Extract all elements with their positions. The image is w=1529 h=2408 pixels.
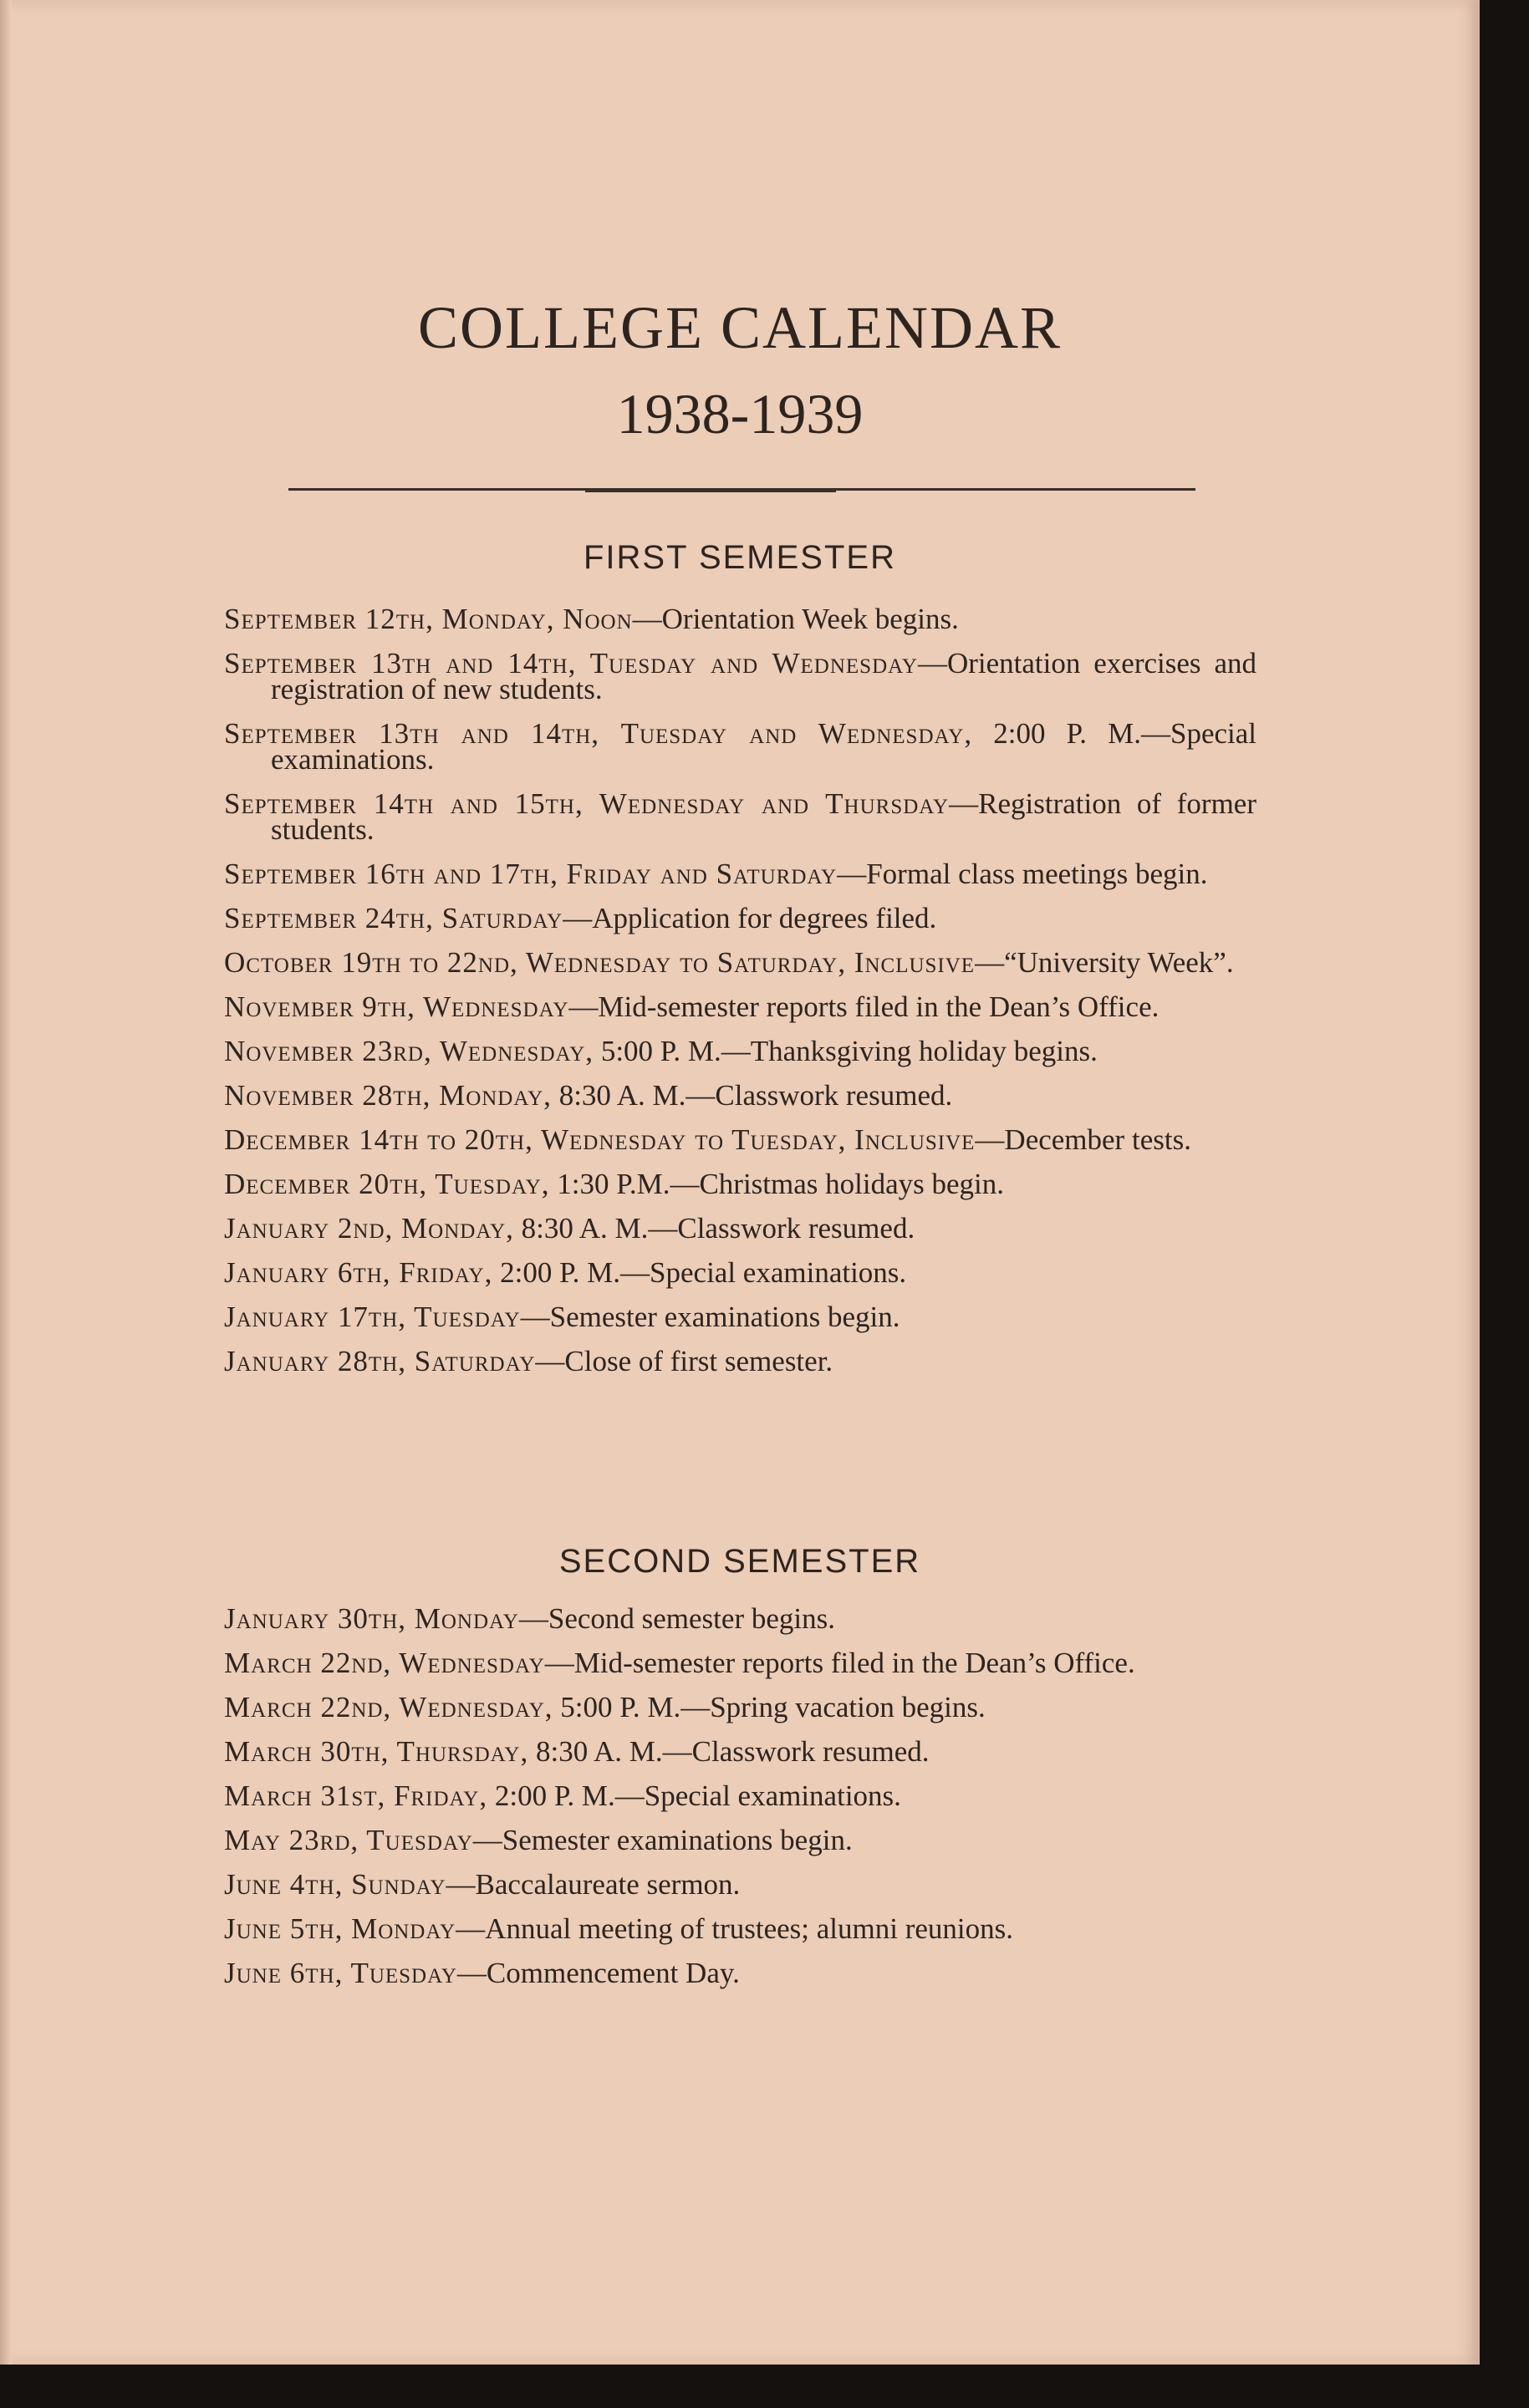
entry-date: May 23rd, Tuesday [224,1824,473,1856]
entry-date: January 30th, Monday [224,1602,519,1635]
entry-date: January 6th, Friday, [224,1256,493,1289]
calendar-entry [224,1123,1256,1156]
calendar-entry [224,1301,1256,1333]
academic-years: 1938-1939 [616,382,864,445]
calendar-entry [224,647,1256,705]
calendar-entry [224,1168,1256,1200]
entry-date: January 17th, Tuesday [224,1301,521,1333]
entry-date: June 5th, Monday [224,1912,456,1945]
page-title: COLLEGE CALENDAR [418,294,1062,361]
entry-description: 8:30 A. M.—Classwork resumed. [528,1735,930,1768]
entry-date: March 30th, Thursday, [224,1735,529,1768]
calendar-entry [224,902,1256,934]
entry-description: —Semester examinations begin. [520,1301,900,1333]
entry-description: 2:00 P. M.—Special examinations. [492,1256,907,1289]
entry-description: —Mid-semester reports filed in the Dean’s Office. [568,990,1159,1023]
entry-description: —Orientation exercises and registration of new students. [271,647,1256,705]
title-divider-accent [585,491,836,492]
entry-date: September 14th and 15th, Wednesday and Thursday [224,787,950,820]
calendar-entry [224,1779,1256,1812]
calendar-entry [224,990,1256,1023]
calendar-entry [224,1256,1256,1289]
calendar-entry [224,1035,1256,1067]
entry-description: 1:30 P.M.—Christmas holidays begin. [549,1168,1005,1200]
entry-date: June 4th, Sunday [224,1868,446,1901]
entry-description: —Registration of former students. [271,787,1257,846]
entry-description: —Annual meeting of trustees; alumni reunions. [456,1912,1013,1945]
calendar-entry [224,1647,1256,1679]
entry-description: —Formal class meetings begin. [837,858,1208,890]
second-semester-list [224,1602,1256,2004]
entry-date: September 24th, Saturday [224,902,563,934]
entry-description: —Close of first semester. [535,1345,833,1377]
calendar-entry [224,1212,1256,1245]
second-semester-heading: SECOND SEMESTER [558,1543,921,1580]
entry-description: —December tests. [975,1123,1191,1156]
entry-date: March 22nd, Wednesday [224,1647,545,1679]
first-semester-list [224,603,1257,1392]
entry-date: October 19th to 22nd, Wednesday to Saturday, Inclusive [224,946,976,979]
entry-description: —Second semester begins. [518,1602,835,1635]
calendar-entry [224,858,1256,890]
entry-description: —Orientation Week begins. [632,603,959,635]
entry-description: 2:00 P. M.—Special examinations. [487,1779,901,1812]
entry-description: 2:00 P. M.—Special examinations. [271,717,1256,776]
entry-date: December 20th, Tuesday, [224,1168,550,1200]
entry-date: November 28th, Monday, [224,1079,552,1112]
calendar-entry [224,787,1257,846]
entry-date: November 9th, Wednesday [224,990,569,1023]
entry-date: September 13th and 14th, Tuesday and Wednesday [224,647,918,680]
calendar-entry [224,1345,1256,1377]
entry-description: 8:30 A. M.—Classwork resumed. [513,1212,915,1245]
entry-date: November 23rd, Wednesday, [224,1035,594,1067]
calendar-entry [224,1912,1256,1945]
entry-description: —Semester examinations begin. [472,1824,853,1856]
entry-date: January 28th, Saturday [224,1345,536,1377]
calendar-entry [224,946,1256,979]
entry-description: —Application for degrees filed. [563,902,937,934]
entry-description: —Baccalaureate sermon. [446,1868,741,1901]
entry-description: —Commencement Day. [456,1957,740,1989]
first-semester-heading: FIRST SEMESTER [584,539,896,576]
calendar-entry [224,1957,1256,1989]
entry-date: March 31st, Friday, [224,1779,488,1812]
entry-date: September 12th, Monday, Noon [224,603,633,635]
entry-description: 5:00 P. M.—Thanksgiving holiday begins. [594,1035,1098,1067]
calendar-entry [224,1602,1256,1635]
calendar-entry [224,1691,1256,1723]
entry-date: September 16th and 17th, Friday and Saturday [224,858,838,890]
entry-description: —“University Week”. [975,946,1234,979]
calendar-entry [224,603,1256,635]
entry-description: 5:00 P. M.—Spring vacation begins. [553,1691,986,1723]
calendar-entry [224,1824,1256,1856]
calendar-entry [224,1079,1256,1112]
entry-date: March 22nd, Wednesday, [224,1691,553,1723]
calendar-entry [224,717,1256,776]
entry-date: December 14th to 20th, Wednesday to Tuesday, Inclusive [224,1123,976,1156]
calendar-entry [224,1868,1256,1901]
entry-date: June 6th, Tuesday [224,1957,457,1989]
entry-date: September 13th and 14th, Tuesday and Wednesday, [224,717,973,750]
entry-description: —Mid-semester reports filed in the Dean’s Office. [544,1647,1135,1679]
entry-date: January 2nd, Monday, [224,1212,514,1245]
calendar-entry [224,1735,1256,1768]
entry-description: 8:30 A. M.—Classwork resumed. [551,1079,953,1112]
